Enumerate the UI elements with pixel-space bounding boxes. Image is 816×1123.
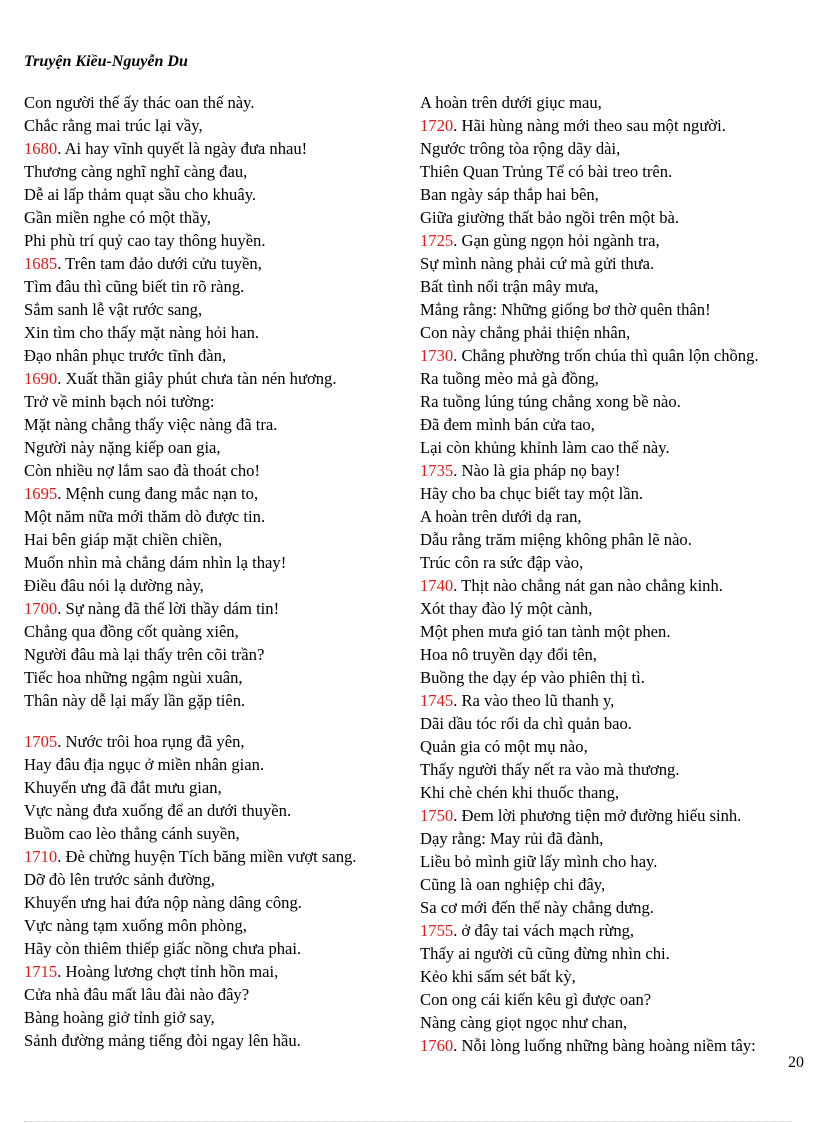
verse-line [420,528,812,551]
verse-line [24,482,414,505]
verse-line [24,776,414,799]
verse-text: Điều đâu nói lạ dường này, [24,576,204,595]
verse-line [24,344,414,367]
verse-text: . Chẳng phường trốn chúa thì quân lộn chồng. [453,346,759,365]
verse-number: 1725 [420,231,454,250]
verse-number: 1690 [24,369,58,388]
verse-line [24,891,414,914]
verse-line [24,753,414,776]
verse-number: 1680 [24,139,58,158]
verse-line [24,983,414,1006]
verse-line [420,574,812,597]
verse-text: . Ra vào theo lũ thanh y, [453,691,615,710]
verse-text: A hoàn trên dưới dạ ran, [420,507,582,526]
verse-text: Thân này dễ lại mấy lần gặp tiên. [24,691,246,710]
verse-text: Quản gia có một mụ nào, [420,737,588,756]
verse-line [24,413,414,436]
verse-text: Con này chẳng phải thiện nhân, [420,323,631,342]
verse-line [24,914,414,937]
verse-line [420,321,812,344]
verse-line [420,229,812,252]
verse-line [420,712,812,735]
verse-line [420,367,812,390]
verse-text: Trở về minh bạch nói tường: [24,392,215,411]
verse-line [24,960,414,983]
verse-text: Tìm đâu thì cũng biết tin rõ ràng. [24,277,245,296]
verse-number: 1745 [420,691,454,710]
verse-line [420,942,812,965]
verse-text: Liều bỏ mình giữ lấy mình cho hay. [420,852,658,871]
verse-line [24,1029,414,1052]
verse-text: Thương càng nghĩ nghĩ càng đau, [24,162,248,181]
verse-text: Lại còn khủng khỉnh làm cao thế này. [420,438,670,457]
verse-text: . ở đây tai vách mạch rừng, [453,921,635,940]
verse-number: 1750 [420,806,454,825]
verse-text: Thấy ai người cũ cũng đừng nhìn chi. [420,944,670,963]
verse-text: Muốn nhìn mà chẳng dám nhìn lạ thay! [24,553,287,572]
verse-line [420,666,812,689]
verse-line [24,666,414,689]
document-header: Truyện Kiều-Nguyễn Du [24,53,188,70]
verse-line [420,597,812,620]
verse-number: 1705 [24,732,58,751]
verse-line [24,275,414,298]
verse-text: Hãy còn thiêm thiếp giấc nồng chưa phai. [24,939,302,958]
verse-line [24,689,414,712]
verse-line [24,528,414,551]
verse-line [420,390,812,413]
verse-line [24,206,414,229]
verse-text: Ban ngày sáp thắp hai bên, [420,185,599,204]
verse-text: . Thịt nào chẳng nát gan nào chẳng kinh. [453,576,723,595]
verse-number: 1685 [24,254,58,273]
verse-number: 1730 [420,346,454,365]
verse-text: Một năm nữa mới thăm dò được tin. [24,507,266,526]
verse-text: Tiếc hoa những ngậm ngùi xuân, [24,668,243,687]
verse-text: Bất tình nổi trận mây mưa, [420,277,599,296]
verse-line [420,689,812,712]
verse-line [24,574,414,597]
verse-text: Sảnh đường mảng tiếng đòi ngay lên hầu. [24,1031,301,1050]
verse-line [24,597,414,620]
verse-text: Gần miền nghe có một thầy, [24,208,211,227]
verse-number: 1760 [420,1036,454,1055]
verse-text: Ra tuồng mèo mả gà đồng, [420,369,599,388]
verse-line [24,730,414,753]
verse-line [420,735,812,758]
verse-text: Bàng hoàng giở tỉnh giở say, [24,1008,215,1027]
verse-line [420,781,812,804]
verse-line [420,804,812,827]
verse-text: Cửa nhà đâu mất lâu đài nào đây? [24,985,250,1004]
verse-line [24,551,414,574]
verse-text: Kẻo khi sấm sét bất kỳ, [420,967,576,986]
verse-line [420,206,812,229]
verse-line [420,827,812,850]
verse-text: . Trên tam đảo dưới cửu tuyền, [57,254,262,273]
verse-line [420,344,812,367]
verse-text: Phi phù trí quỷ cao tay thông huyền. [24,231,266,250]
verse-text: Chắc rằng mai trúc lại vầy, [24,116,203,135]
verse-text: . Sự nàng đã thế lời thầy dám tin! [57,599,280,618]
verse-text: Mặt nàng chẳng thấy việc nàng đã tra. [24,415,278,434]
verse-text: Còn nhiều nợ lắm sao đà thoát cho! [24,461,260,480]
verse-line [420,482,812,505]
verse-line [420,459,812,482]
verse-text: . Nước trôi hoa rụng đã yên, [57,732,245,751]
verse-line [24,367,414,390]
verse-line [420,896,812,919]
verse-text: . Xuất thần giây phút chưa tàn nén hương. [57,369,337,388]
verse-text: Ra tuồng lúng túng chẳng xong bề nào. [420,392,681,411]
verse-text: Buồm cao lèo thẳng cánh suyền, [24,824,240,843]
verse-text: Hay đâu địa ngục ở miền nhân gian. [24,755,265,774]
verse-text: Khuyển ưng đã đắt mưu gian, [24,778,222,797]
verse-line [420,114,812,137]
verse-text: Chẳng qua đồng cốt quàng xiên, [24,622,239,641]
page-number: 20 [788,1054,804,1071]
verse-line [420,988,812,1011]
verse-number: 1700 [24,599,58,618]
verse-number: 1720 [420,116,454,135]
verse-text: Sa cơ mới đến thế này chẳng dưng. [420,898,654,917]
verse-line [24,799,414,822]
verse-text: Thấy người thấy nết ra vào mà thương. [420,760,680,779]
verse-text: Buồng the dạy ép vào phiên thị tì. [420,668,645,687]
verse-text: Người này nặng kiếp oan gia, [24,438,221,457]
verse-text: Đạo nhân phục trước tĩnh đàn, [24,346,227,365]
verse-text: . Ai hay vĩnh quyết là ngày đưa nhau! [57,139,308,158]
verse-text: Dễ ai lấp thảm quạt sầu cho khuây. [24,185,257,204]
verse-text: Xót thay đào lý một cành, [420,599,593,618]
left-column [24,91,414,1052]
verse-line [24,114,414,137]
verse-number: 1710 [24,847,58,866]
verse-line [24,868,414,891]
verse-line [24,822,414,845]
verse-text: . Gạn gùng ngọn hỏi ngành tra, [453,231,660,250]
verse-line [24,505,414,528]
verse-line [24,620,414,643]
verse-line [24,298,414,321]
verse-text: Khuyển ưng hai đứa nộp nàng dâng công. [24,893,302,912]
verse-text: Thiên Quan Trủng Tể có bài treo trên. [420,162,673,181]
verse-text: Giữa giường thất bảo ngồi trên một bà. [420,208,680,227]
verse-text: Khi chè chén khi thuốc thang, [420,783,620,802]
verse-line [24,91,414,114]
verse-text: Cũng là oan nghiệp chi đây, [420,875,606,894]
verse-line [420,275,812,298]
verse-number: 1695 [24,484,58,503]
verse-number: 1715 [24,962,58,981]
verse-text: . Nào là gia pháp nọ bay! [453,461,621,480]
verse-line [420,758,812,781]
verse-line [24,937,414,960]
verse-line [420,160,812,183]
verse-line [420,551,812,574]
verse-line [420,643,812,666]
verse-line [24,459,414,482]
verse-text: Dẫu rằng trăm miệng không phân lẽ nào. [420,530,692,549]
verse-line [420,1034,812,1057]
verse-line [24,321,414,344]
verse-line [420,873,812,896]
verse-line [420,505,812,528]
verse-text: Hai bên giáp mặt chiền chiền, [24,530,223,549]
verse-text: . Mệnh cung đang mắc nạn to, [57,484,259,503]
verse-line [420,298,812,321]
right-column [420,91,812,1057]
verse-line [420,436,812,459]
verse-text: Sắm sanh lễ vật rước sang, [24,300,203,319]
verse-text: Xin tìm cho thấy mặt nàng hỏi han. [24,323,260,342]
verse-text: Ngước trông tòa rộng dãy dài, [420,139,621,158]
verse-line [24,1006,414,1029]
verse-text: Con người thế ấy thác oan thế này. [24,93,255,112]
verse-text: . Hãi hùng nàng mới theo sau một người. [453,116,726,135]
verse-text: Trúc côn ra sức đập vào, [420,553,584,572]
verse-line [420,919,812,942]
verse-text: Vực nàng đưa xuống để an dưới thuyền. [24,801,292,820]
verse-line [24,252,414,275]
verse-number: 1755 [420,921,454,940]
verse-line [420,965,812,988]
verse-text: Con ong cái kiến kêu gì được oan? [420,990,652,1009]
verse-text: Mắng rằng: Những giống bơ thờ quên thân! [420,300,711,319]
verse-line [420,91,812,114]
verse-text: Hãy cho ba chục biết tay một lần. [420,484,644,503]
verse-line [420,413,812,436]
verse-text: Hoa nô truyền dạy đổi tên, [420,645,597,664]
verse-text: . Đè chừng huyện Tích băng miền vượt sang. [57,847,357,866]
verse-text: A hoàn trên dưới giục mau, [420,93,602,112]
verse-text: Dỡ đò lên trước sảnh đường, [24,870,215,889]
verse-text: Nàng càng giọt ngọc như chan, [420,1013,628,1032]
verse-text: Đã đem mình bán cửa tao, [420,415,595,434]
verse-line [24,436,414,459]
verse-number: 1735 [420,461,454,480]
verse-line [24,390,414,413]
verse-line [420,137,812,160]
verse-text: Dãi dầu tóc rối da chì quản bao. [420,714,632,733]
verse-text: Người đâu mà lại thấy trên cõi trần? [24,645,265,664]
verse-line [420,252,812,275]
verse-line [24,845,414,868]
verse-text: . Đem lời phương tiện mở đường hiếu sinh. [453,806,742,825]
verse-line [420,1011,812,1034]
verse-text: . Nỗi lòng luống những bàng hoàng niềm tây: [453,1036,756,1055]
stanza-gap [24,712,414,730]
verse-line [24,160,414,183]
footer-divider [24,1121,792,1122]
verse-line [24,229,414,252]
verse-line [24,137,414,160]
verse-text: Một phen mưa gió tan tành một phen. [420,622,671,641]
verse-text: . Hoàng lương chợt tỉnh hồn mai, [57,962,279,981]
verse-line [420,850,812,873]
verse-line [420,183,812,206]
verse-number: 1740 [420,576,454,595]
verse-text: Dạy rằng: May rủi đã đành, [420,829,604,848]
verse-line [24,183,414,206]
verse-text: Sự mình nàng phải cứ mà gửi thưa. [420,254,655,273]
verse-text: Vực nàng tạm xuống môn phòng, [24,916,247,935]
verse-line [24,643,414,666]
verse-line [420,620,812,643]
